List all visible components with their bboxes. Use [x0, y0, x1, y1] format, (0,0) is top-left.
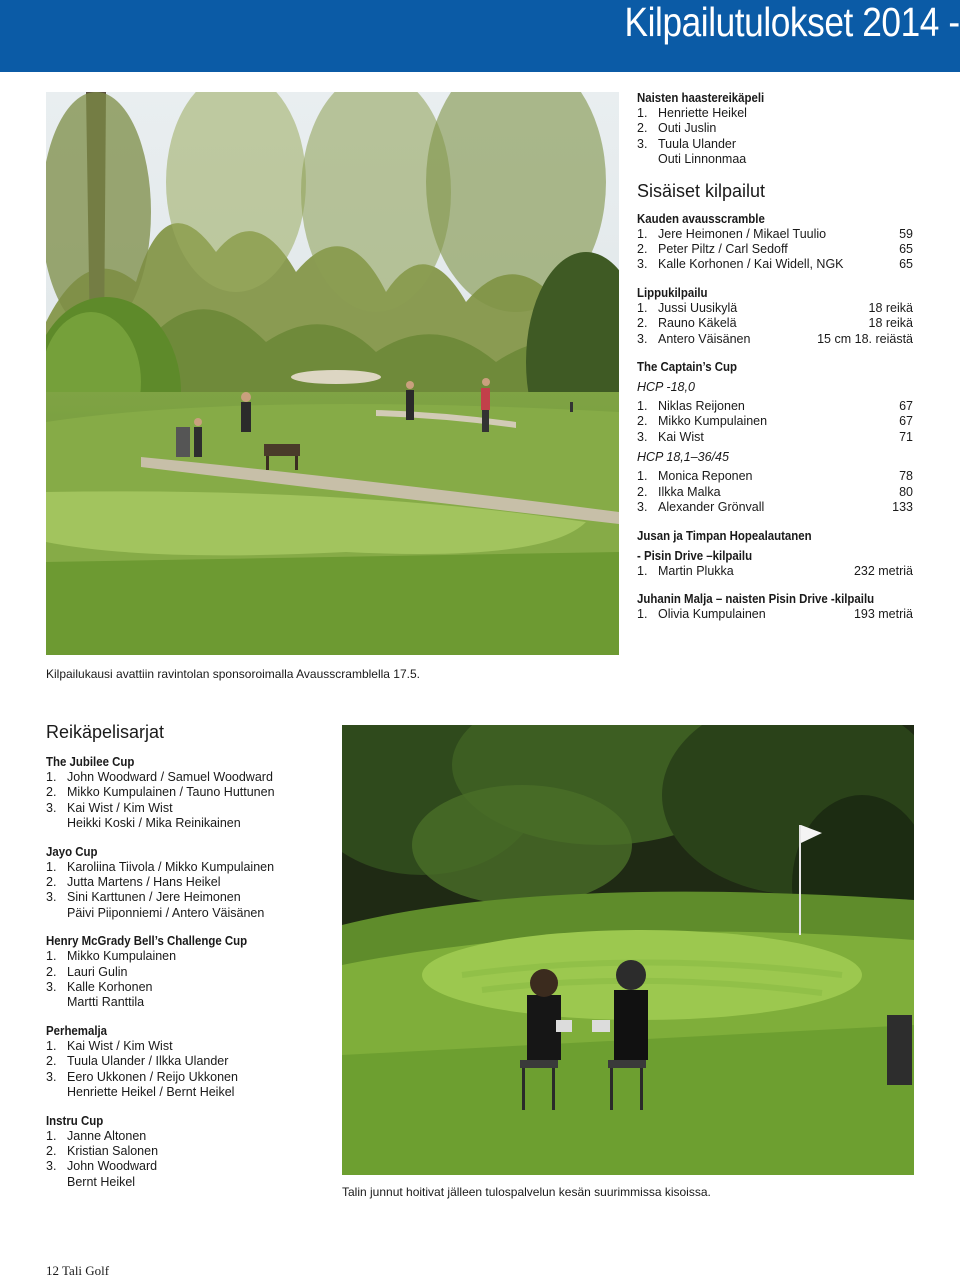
section-heading: Jusan ja Timpan Hopealautanen	[637, 527, 812, 543]
page-title: Kilpailutulokset 2014 -	[624, 0, 960, 45]
result-row: 1. Kai Wist / Kim Wist	[46, 1038, 173, 1053]
section-heading: The Jubilee Cup	[46, 754, 135, 769]
hcp-subheading: HCP 18,1–36/45	[637, 450, 729, 465]
result-row: 3. Alexander Grönvall 133	[637, 500, 913, 515]
results-column-right	[637, 90, 913, 622]
section-heading: Naisten haastereikäpeli	[637, 90, 765, 105]
captains-cup-section	[637, 359, 913, 515]
photo-caption-top: Kilpailukausi avattiin ravintolan sponsoroimalla Avausscramblella 17.5.	[46, 667, 420, 681]
result-continuation: Outi Linnonmaa	[658, 152, 747, 167]
junior-scorers-photo	[342, 725, 914, 1175]
section-heading: Juhanin Malja – naisten Pisin Drive -kilpailu	[637, 590, 875, 606]
result-row: 3. Kai Wist / Kim Wist	[46, 800, 173, 815]
result-row: 1. Mikko Kumpulainen	[46, 949, 177, 964]
result-row: 2. Lauri Gulin	[46, 964, 128, 979]
result-row: 1. Henriette Heikel	[637, 106, 747, 120]
result-row: 2. Outi Juslin	[637, 121, 717, 136]
result-row: 1. Olivia Kumpulainen 193 metriä	[637, 606, 913, 621]
result-row: 3. Sini Karttunen / Jere Heimonen	[46, 890, 241, 905]
result-row: 1. Karoliina Tiivola / Mikko Kumpulainen	[46, 859, 275, 874]
instru-section	[46, 1113, 316, 1191]
kauden-section	[637, 211, 913, 273]
result-row: 1. Niklas Reijonen 67	[637, 399, 913, 414]
section-heading: Lippukilpailu	[637, 284, 708, 300]
result-row: 1. Jere Heimonen / Mikael Tuulio 59	[637, 226, 913, 241]
section-heading: Instru Cup	[46, 1112, 104, 1128]
result-row: 3. Kalle Korhonen / Kai Widell, NGK 65	[637, 257, 913, 272]
result-row: 3. Antero Väisänen 15 cm 18. reiästä	[637, 331, 913, 346]
section-title: Reikäpelisarjat	[46, 722, 165, 742]
result-row: 3. Eero Ukkonen / Reijo Ukkonen	[46, 1069, 238, 1084]
result-row: 1. John Woodward / Samuel Woodward	[46, 770, 273, 784]
section-heading: The Captain’s Cup	[637, 359, 738, 375]
result-row: 1. Martin Plukka 232 metriä	[637, 563, 913, 578]
jayo-section	[46, 844, 316, 922]
jubilee-section	[46, 754, 316, 832]
jusan-section	[637, 528, 913, 579]
section-heading: Henry McGrady Bell’s Challenge Cup	[46, 933, 248, 949]
result-row: 1. Janne Altonen	[46, 1128, 147, 1143]
naisten-section	[637, 90, 913, 168]
section-heading: Perhemalja	[46, 1022, 108, 1038]
result-continuation: Martti Ranttila	[67, 995, 145, 1010]
lippu-section	[637, 285, 913, 347]
result-row: 2. Ilkka Malka 80	[637, 484, 913, 499]
result-row: 2. Rauno Käkelä 18 reikä	[637, 316, 913, 331]
perhemalja-section	[46, 1023, 316, 1101]
result-row: 3. Tuula Ulander	[637, 136, 737, 151]
section-heading-line2: - Pisin Drive –kilpailu	[637, 547, 753, 563]
result-row: 2. Jutta Martens / Hans Heikel	[46, 875, 221, 890]
result-continuation: Henriette Heikel / Bernt Heikel	[67, 1085, 235, 1100]
result-row: 3. John Woodward	[46, 1159, 158, 1174]
result-row: 1. Jussi Uusikylä 18 reikä	[637, 300, 913, 315]
section-title: Sisäiset kilpailut	[637, 180, 766, 201]
result-row: 2. Mikko Kumpulainen / Tauno Huttunen	[46, 785, 275, 800]
henry-section	[46, 933, 316, 1011]
result-row: 3. Kalle Korhonen	[46, 980, 153, 995]
result-row: 2. Tuula Ulander / Ilkka Ulander	[46, 1054, 229, 1069]
result-continuation: Päivi Piiponniemi / Antero Väisänen	[67, 905, 265, 920]
result-continuation: Heikki Koski / Mika Reinikainen	[67, 816, 241, 831]
result-continuation: Bernt Heikel	[67, 1174, 136, 1189]
result-row: 1. Monica Reponen 78	[637, 469, 913, 484]
result-row: 2. Mikko Kumpulainen 67	[637, 414, 913, 429]
result-row: 3. Kai Wist 71	[637, 429, 913, 444]
juhanin-section	[637, 591, 913, 622]
page-footer: 12 Tali Golf	[46, 1263, 110, 1278]
golf-course-photo	[46, 92, 619, 655]
hcp-subheading: HCP -18,0	[637, 380, 695, 395]
result-row: 2. Peter Piltz / Carl Sedoff 65	[637, 242, 913, 257]
results-column-left	[46, 720, 316, 1190]
header-bar	[0, 0, 960, 72]
photo-caption-bottom: Talin junnut hoitivat jälleen tulospalvelun kesän suurimmissa kisoissa.	[342, 1185, 711, 1199]
section-heading: Kauden avausscramble	[637, 210, 765, 226]
section-heading: Jayo Cup	[46, 843, 98, 859]
result-row: 2. Kristian Salonen	[46, 1143, 159, 1158]
